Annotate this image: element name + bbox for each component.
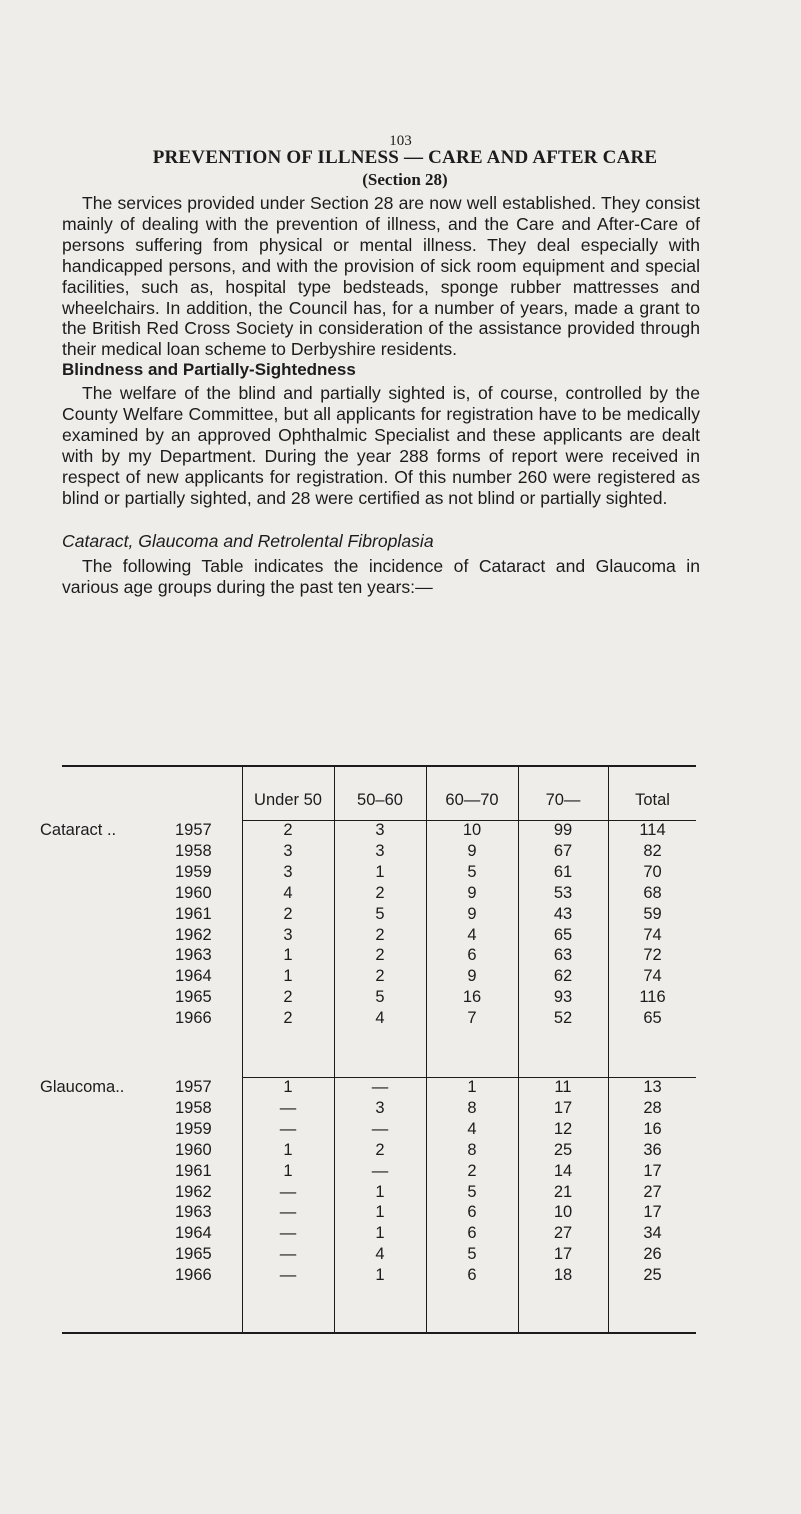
column-header-70-plus: 70— <box>545 791 581 809</box>
table-cell: 12 <box>553 1119 573 1138</box>
table-cell: 6 <box>467 1224 477 1243</box>
table-cell: 1 <box>283 967 293 986</box>
table-cell: — <box>279 1098 297 1117</box>
table-cell: 2 <box>375 1140 385 1159</box>
table-cell: 1 <box>467 1078 477 1096</box>
table-cell: 16 <box>462 988 482 1007</box>
table-cell: 3 <box>375 821 385 839</box>
row-year: 1962 <box>175 925 212 944</box>
table-cell: 11 <box>554 1078 572 1096</box>
table-cell: 68 <box>643 883 662 902</box>
table-cell: 13 <box>643 1078 662 1096</box>
table-cell: 93 <box>553 988 573 1007</box>
table-cell: 18 <box>553 1266 573 1285</box>
table-cell: 59 <box>643 904 662 923</box>
table-cell: 1 <box>283 1161 293 1180</box>
column-header-total: Total <box>635 791 670 809</box>
row-year: 1961 <box>175 904 212 923</box>
table-cell: 52 <box>553 1009 573 1028</box>
group-label-cataract: Cataract .. <box>40 821 117 839</box>
row-year: 1966 <box>175 1266 212 1285</box>
table-cell: 6 <box>467 946 477 965</box>
table-cell: 116 <box>639 988 666 1007</box>
table-cell: — <box>371 1161 389 1180</box>
table-cell: 21 <box>553 1182 573 1201</box>
table-cell: 2 <box>467 1161 477 1180</box>
row-year: 1957 <box>175 821 212 839</box>
table-cell: 25 <box>643 1266 662 1285</box>
table-cell: 16 <box>643 1119 662 1138</box>
table-cell: — <box>279 1224 297 1243</box>
row-year: 1959 <box>175 1119 212 1138</box>
table-cell: 2 <box>375 883 385 902</box>
table-cell: 2 <box>283 821 293 839</box>
table-cell: 27 <box>553 1224 573 1243</box>
table-bottom-rule <box>62 1332 696 1334</box>
table-cell: 62 <box>553 967 573 986</box>
table-cell: 2 <box>375 967 385 986</box>
table-cell: 53 <box>553 883 573 902</box>
table-cell: — <box>279 1245 297 1264</box>
table-cell: 9 <box>467 904 477 923</box>
table-cell: 82 <box>643 841 662 860</box>
table-cell: 2 <box>375 946 385 965</box>
table-cell: — <box>371 1119 389 1138</box>
table-cell: 5 <box>467 1245 477 1264</box>
row-year: 1965 <box>175 988 212 1007</box>
table-cell: 9 <box>467 883 477 902</box>
row-year: 1965 <box>175 1245 212 1264</box>
table-cell: 1 <box>375 862 385 881</box>
table-cell: 2 <box>283 988 293 1007</box>
row-year: 1958 <box>175 1098 212 1117</box>
table-cell: — <box>371 1078 389 1096</box>
table-cell: 17 <box>553 1245 573 1264</box>
table-cell: 70 <box>643 862 662 881</box>
table-cell: 99 <box>553 821 573 839</box>
table-cell: 5 <box>467 1182 477 1201</box>
table-cell: 2 <box>375 925 385 944</box>
row-year: 1960 <box>175 883 212 902</box>
table-cell: — <box>279 1182 297 1201</box>
table-cell: 10 <box>553 1203 573 1222</box>
row-year: 1958 <box>175 841 212 860</box>
table-cell: 63 <box>553 946 573 965</box>
table-cell: 72 <box>643 946 662 965</box>
table-cell: 8 <box>467 1140 477 1159</box>
row-year: 1964 <box>175 1224 212 1243</box>
column-header-under-50: Under 50 <box>254 791 322 809</box>
table-cell: 61 <box>553 862 573 881</box>
row-year: 1960 <box>175 1140 212 1159</box>
table-cell: 114 <box>639 821 666 839</box>
table-cell: 5 <box>375 904 385 923</box>
table-cell: 4 <box>467 925 477 944</box>
paragraph-table-intro: The following Table indicates the incidence of Cataract and Glaucoma in various age groups during the past ten years:— <box>62 556 700 597</box>
table-cell: 14 <box>553 1161 573 1180</box>
row-year: 1964 <box>175 967 212 986</box>
heading-blindness: Blindness and Partially-Sightedness <box>62 360 356 379</box>
table-cell: 74 <box>643 967 662 986</box>
table-cell: 6 <box>467 1266 477 1285</box>
table-cell: 5 <box>375 988 385 1007</box>
table-cell: 17 <box>553 1098 573 1117</box>
table-cell: 36 <box>643 1140 662 1159</box>
page-title: PREVENTION OF ILLNESS — CARE AND AFTER CARE <box>152 147 658 168</box>
table-cell: 3 <box>375 841 385 860</box>
table-cell: 26 <box>643 1245 662 1264</box>
table-cell: 28 <box>643 1098 662 1117</box>
incidence-table <box>40 765 696 1335</box>
table-cell: 1 <box>375 1224 385 1243</box>
table-cell: 5 <box>467 862 477 881</box>
heading-cataract: Cataract, Glaucoma and Retrolental Fibroplasia <box>62 531 434 551</box>
table-cell: 34 <box>643 1224 662 1243</box>
row-year: 1966 <box>175 1009 212 1028</box>
table-cell: 10 <box>462 821 482 839</box>
table-cell: 74 <box>643 925 662 944</box>
group-label-glaucoma: Glaucoma.. <box>40 1078 125 1096</box>
table-cell: 43 <box>553 904 573 923</box>
table-cell: 4 <box>375 1245 385 1264</box>
table-cell: 3 <box>375 1098 385 1117</box>
table-cell: 1 <box>283 946 293 965</box>
table-cell: — <box>279 1119 297 1138</box>
table-cell: 6 <box>467 1203 477 1222</box>
table-cell: 9 <box>467 967 477 986</box>
table-cell: 4 <box>283 883 293 902</box>
row-year: 1963 <box>175 1203 212 1222</box>
paragraph-services: The services provided under Section 28 are now well established. They consist mainly of dealing with the prevention of illness, and the Care and After-Care of persons suffering from physical or mental illness. They deal especially with handicapped persons, and with the provision of sick room equipment and special facilities, such as, hospital type bedsteads, sponge rubber mattresses and wheelchairs. In addition, the Council has, for a number of years, made a grant to the British Red Cross Society in consideration of the assistance provided through their medical loan scheme to Derbyshire residents. <box>62 193 700 360</box>
table-cell: 8 <box>467 1098 477 1117</box>
table-cell: 3 <box>283 841 293 860</box>
page-subtitle: (Section 28) <box>362 170 448 189</box>
table-cell: 65 <box>643 1009 662 1028</box>
table-cell: 2 <box>283 1009 293 1028</box>
table-cell: 1 <box>375 1203 385 1222</box>
table-cell: 3 <box>283 862 293 881</box>
page-number: 103 <box>389 133 412 149</box>
row-year: 1963 <box>175 946 212 965</box>
table-cell: 3 <box>283 925 293 944</box>
table-cell: — <box>279 1266 297 1285</box>
table-cell: 2 <box>283 904 293 923</box>
table-cell: 65 <box>553 925 573 944</box>
table-cell: 1 <box>283 1078 293 1096</box>
table-cell: 67 <box>553 841 573 860</box>
table-cell: 17 <box>643 1161 662 1180</box>
table-cell: 25 <box>553 1140 573 1159</box>
table-cell: 1 <box>375 1266 385 1285</box>
row-year: 1962 <box>175 1182 212 1201</box>
paragraph-blindness: The welfare of the blind and partially sighted is, of course, controlled by the County Welfare Committee, but all applicants for registration have to be medically examined by an approved Ophthalmic Specialist and these applicants are dealt with by my Department. During the year 288 forms of report were received in respect of new applicants for registration. Of this number 260 were registered as blind or partially sighted, and 28 were certified as not blind or partially sighted. <box>62 383 700 508</box>
table-cell: 17 <box>643 1203 662 1222</box>
table-cell: — <box>279 1203 297 1222</box>
row-year: 1957 <box>175 1078 212 1096</box>
column-header-50-60: 50–60 <box>357 791 403 809</box>
column-header-60-70: 60—70 <box>445 791 499 809</box>
table-cell: 1 <box>283 1140 293 1159</box>
table-top-rule <box>62 765 696 767</box>
table-cell: 4 <box>467 1119 477 1138</box>
table-cell: 27 <box>643 1182 662 1201</box>
table-cell: 7 <box>467 1009 477 1028</box>
table-cell: 9 <box>467 841 477 860</box>
row-year: 1959 <box>175 862 212 881</box>
table-cell: 4 <box>375 1009 385 1028</box>
table-cell: 1 <box>375 1182 385 1201</box>
row-year: 1961 <box>175 1161 212 1180</box>
